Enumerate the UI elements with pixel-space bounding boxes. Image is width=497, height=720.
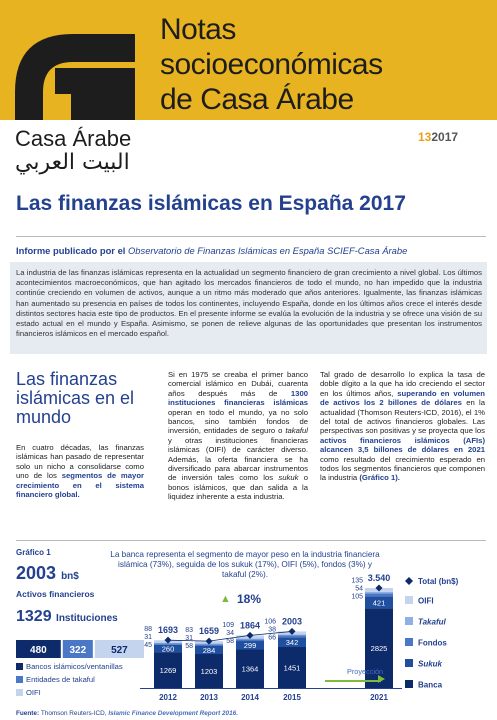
data-label-total: 1659: [198, 626, 220, 637]
data-label-small: 58: [185, 642, 193, 650]
col2-italic: sukuk: [278, 473, 299, 483]
data-label-small: 34: [226, 630, 234, 638]
col2-bold: 1300 instituciones financieras islámicas: [168, 388, 309, 408]
projection-arrow-line: [325, 680, 381, 682]
col3-bold: superando en volumen de activos los 2 billones de dólares: [320, 388, 485, 408]
data-label-small: 66: [268, 634, 276, 642]
data-label-small: 58: [226, 638, 234, 646]
data-label-sukuk: 284: [202, 646, 216, 656]
report-prefix: Informe publicado por el: [16, 245, 126, 256]
legend-label-oifi: OIFI: [418, 596, 434, 606]
figure-caption: La banca representa el segmento de mayor peso en la industria financiera islámica (73%), seguida de los sukuk (17%), OIFI (5%), fondos (3%) y takaful (2%).: [110, 550, 380, 580]
data-label-sukuk: 421: [372, 598, 386, 608]
stat-assets-label: Activos financieros: [16, 589, 95, 599]
data-label-total: 1693: [157, 625, 179, 636]
legend-swatch: [16, 689, 23, 696]
data-label-small: 31: [144, 633, 152, 641]
data-label-small: 83: [185, 626, 193, 634]
bar-segment-fondos: [365, 593, 393, 596]
section-heading: Las finanzas islámicas en el mundo: [16, 369, 135, 427]
data-label-total: 2003: [281, 616, 303, 627]
legend-banks-label: Bancos islámicos/ventanillas: [26, 662, 123, 671]
header-title-line-3: de Casa Árabe: [160, 83, 354, 116]
report-source: Observatorio de Finanzas Islámicas en España: [128, 245, 325, 256]
projection-label: Proyección: [347, 667, 384, 676]
bar-segment-takaful: [365, 592, 393, 594]
data-label-sukuk: 260: [161, 644, 175, 654]
legend-label-sukuk: Sukuk: [418, 659, 443, 669]
column-3-text: [320, 370, 485, 483]
legend-oifi-label: OIFI: [26, 688, 41, 697]
growth-rate: 18%: [237, 592, 262, 606]
legend-takaful-label: Entidades de takaful: [26, 675, 95, 684]
projection-arrow-icon: [378, 675, 385, 683]
header-title-line-1: Notas: [160, 13, 236, 46]
legend-swatch-fondos: [405, 638, 413, 646]
col2-part: Si en 1975 se creaba el primer banco comercial islámico en Dubái, cuarenta años después más de: [168, 370, 308, 398]
stat-assets-value: 2003: [16, 563, 57, 583]
col2-part: o bonos islámicos, que dan salida a la liquidez inherente a esta industria.: [168, 473, 309, 502]
stat-institutions-unit: Instituciones: [56, 613, 118, 624]
legend-oifi: [16, 688, 41, 697]
institutions-bar: [16, 640, 144, 658]
col3-part: Tal grado de desarrollo lo explica la tasa de doble dígito a la que ha ido creciendo el sector en los últimos años,: [320, 370, 485, 398]
stat-institutions-value: 1329: [16, 608, 52, 625]
assets-stacked-bar-chart: [140, 560, 495, 708]
data-label-small: 31: [185, 634, 193, 642]
data-label-banca: 1364: [241, 664, 259, 674]
data-label-small: 106: [264, 618, 276, 626]
col2-part: operan en todo el mundo, ya no solo bancos, sino también fondos de inversión, entidades de seguro o: [168, 407, 308, 436]
stat-assets-unit: bn$: [61, 571, 79, 582]
source-text: Thomson Reuters-ICD,: [40, 710, 107, 717]
col3-part: como resultado del crecimiento esperado en todos los segmentos financieros que componen la industria: [320, 454, 485, 483]
institutions-bar-value: 322: [69, 645, 87, 656]
stat-institutions: [16, 608, 118, 626]
legend-total-marker: [405, 577, 413, 585]
col3-bold: activos financieros islámicos (AFIs) alcancen 3,5 billones de dólares en 2021: [320, 435, 485, 455]
stat-assets: [16, 563, 79, 584]
divider: [16, 540, 486, 541]
column-2-text: [168, 370, 308, 502]
legend-swatch-oifi: [405, 596, 413, 604]
brand-name-arabic: البيت العربي: [15, 150, 130, 175]
data-label-sukuk: 342: [285, 638, 299, 648]
institutions-bar-value: 480: [30, 645, 47, 656]
col2-italic: takaful: [285, 426, 308, 436]
data-label-small: 45: [144, 641, 152, 649]
data-label-small: 105: [351, 593, 363, 601]
x-tick-label: 2014: [241, 693, 259, 702]
source-label: Fuente:: [16, 710, 40, 717]
data-label-banca: 2825: [370, 644, 388, 654]
article-title: Las finanzas islámicas en España 2017: [16, 192, 406, 215]
col1-bold: segmentos de mayor crecimiento en el sistema financiero global.: [16, 471, 145, 500]
column-1-text: [16, 443, 144, 499]
source-italic: Islamic Finance Development Report 2016.: [108, 710, 238, 717]
legend-label-takaful: Takaful: [418, 617, 446, 627]
col3-part: en la actualidad (Thomson Reuters-ICD, 2016), el 1% del total de activos financieros globales. Las perspectivas son positivas y se proyecta que los: [320, 398, 486, 436]
data-label-small: 109: [222, 622, 234, 630]
data-label-banca: 1203: [200, 667, 218, 677]
figure-label: Gráfico 1: [16, 548, 51, 557]
divider: [16, 236, 486, 237]
data-label-total: 1864: [239, 620, 261, 631]
data-label-small: 38: [268, 626, 276, 634]
figure-source: [16, 710, 238, 717]
growth-arrow-icon: ▲: [220, 593, 231, 605]
x-tick-label: 2021: [370, 693, 388, 702]
data-label-sukuk: 299: [243, 641, 257, 651]
col3-bold: (Gráfico 1).: [359, 473, 400, 483]
issue-num: 13: [418, 130, 432, 144]
issue-year: 2017: [431, 130, 459, 144]
legend-swatch: [16, 663, 23, 670]
brand-name: Casa Árabe: [15, 126, 132, 151]
data-label-small: 88: [144, 625, 152, 633]
institutions-bar-value: 527: [111, 645, 128, 656]
data-label-banca: 1451: [283, 663, 301, 673]
col1-part: En cuatro décadas, las finanzas islámicas han pasado de representar solo un nicho a consolidarse como uno de los: [16, 443, 144, 481]
legend-swatch-sukuk: [405, 659, 413, 667]
report-line: [16, 245, 407, 256]
legend-swatch: [16, 676, 23, 683]
legend-takaful-entities: [16, 675, 95, 684]
legend-swatch-banca: [405, 680, 413, 688]
legend-label-fondos: Fondos: [418, 638, 447, 648]
x-tick-label: 2012: [159, 693, 177, 702]
legend-banks: [16, 662, 123, 671]
data-label-banca: 1269: [159, 666, 177, 676]
data-label-small: 54: [355, 585, 363, 593]
col2-part: y otras instituciones financieras islámicas (OIFI) de carácter diverso. Además, la oferta financiera se ha diversificado para abarcar instrumentos de inversión tales como los: [168, 435, 308, 483]
issue-number: [418, 130, 458, 144]
bar-segment-fondos: [278, 635, 306, 637]
brand-logo-mark: [15, 32, 135, 120]
data-label-small: 135: [351, 577, 363, 585]
legend-label-banca: Banca: [418, 680, 443, 690]
header-title-line-2: socioeconómicas: [160, 48, 383, 81]
report-suffix: SCIEF-Casa Árabe: [327, 245, 408, 256]
data-label-total: 3.540: [367, 573, 391, 583]
x-tick-label: 2015: [283, 693, 301, 702]
legend-total-label: Total (bn$): [418, 577, 459, 586]
intro-text: La industria de las finanzas islámicas representa en la actualidad un segmento financiero de gran crecimiento a nivel global. Los últimos acontecimientos macroeconómicos, que han agitado los mercados financieros de todo el mundo, no han impedido que la industria continúe creciendo en volumen de activos, aunque a un ritmo más moderado que años anteriores. Igualmente, las finanzas islámicas han aumentado su presencia en países de todos los continentes, incluyendo España, donde en los últimos años crece el interés desde distintos sectores hacia este tipo de productos. En el presente informe se evalúa la evolución de la industria y se ofrece una visión de su estado actual en el mundo y España. Asimismo, se ponen de relieve algunas de las oportunidades que presentan los instrumentos financieros islámicos en el mercado español.: [16, 268, 482, 339]
legend-swatch-takaful: [405, 617, 413, 625]
x-tick-label: 2013: [200, 693, 218, 702]
